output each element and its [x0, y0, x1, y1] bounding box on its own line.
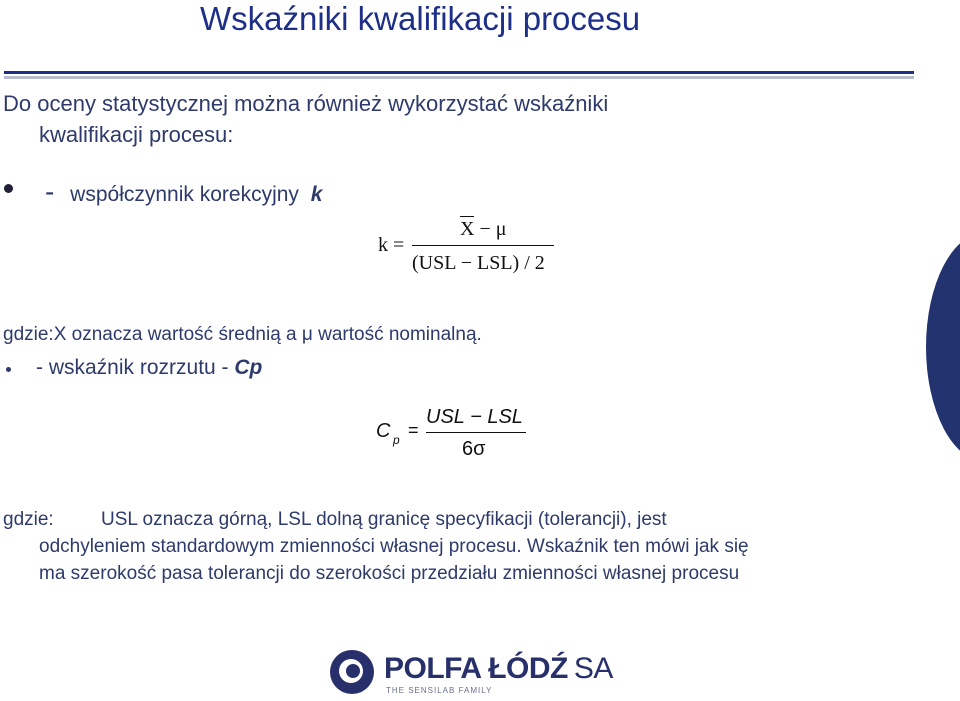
title-underline-shadow — [4, 76, 914, 79]
note-label: gdzie: — [3, 509, 54, 530]
formula-cp-equals: = — [408, 420, 419, 440]
item-label: współczynnik korekcyjny — [70, 183, 299, 206]
item-dash: - — [45, 176, 55, 207]
formula-cp-numerator: USL − LSL — [426, 406, 523, 428]
item-label: - wskaźnik rozrzutu - — [36, 356, 235, 379]
formula-cp-subscript: p — [393, 433, 400, 447]
formula-k-denominator: (USL − LSL) / 2 — [412, 252, 545, 274]
note-line-2: odchyleniem standardowym zmienności własnej procesu. Wskaźnik ten mówi jak się — [39, 536, 749, 557]
item-variable: k — [310, 183, 323, 206]
formula-k-numerator: X − μ — [460, 218, 507, 240]
formula-k-mean-overbar — [460, 216, 474, 217]
note-mean-nominal: gdzie:X oznacza wartość średnią a μ wartość nominalną. — [3, 324, 482, 345]
list-item-cp — [36, 356, 262, 380]
decorative-edge-arc — [926, 232, 960, 462]
formula-k-fraction-bar — [412, 245, 554, 246]
formula-k — [378, 212, 578, 282]
logo-tagline: THE SENSILAB FAMILY — [386, 686, 493, 695]
item-variable: Cp — [234, 356, 263, 379]
note-line-1: USL oznacza górną, LSL dolną granicę specyfikacji (tolerancji), jest — [101, 509, 667, 530]
logo-suffix: SA — [573, 652, 613, 685]
bullet-dot-icon — [4, 184, 13, 193]
intro-line-2: kwalifikacji procesu: — [39, 122, 234, 147]
intro-line-1: Do oceny statystycznej można również wykorzystać wskaźniki — [3, 91, 609, 116]
logo-name — [384, 652, 613, 686]
bullet-dot-icon — [6, 367, 11, 372]
list-item-k — [45, 176, 323, 207]
title-underline — [4, 71, 914, 74]
slide-title: Wskaźniki kwalifikacji procesu — [200, 0, 641, 37]
company-logo — [330, 650, 613, 698]
intro-paragraph — [3, 88, 863, 150]
note-usl-lsl — [3, 506, 903, 587]
formula-k-lhs: k = — [378, 234, 405, 256]
formula-cp — [376, 400, 556, 470]
formula-cp-fraction-bar — [426, 432, 526, 433]
note-line-3: ma szerokość pasa tolerancji do szerokości przedziału zmienności własnej procesu — [39, 563, 740, 584]
logo-name-text: POLFA ŁÓDŹ — [384, 652, 568, 685]
formula-cp-lhs: C — [376, 420, 391, 442]
logo-swirl-icon — [330, 650, 374, 694]
formula-cp-denominator: 6σ — [462, 438, 486, 460]
